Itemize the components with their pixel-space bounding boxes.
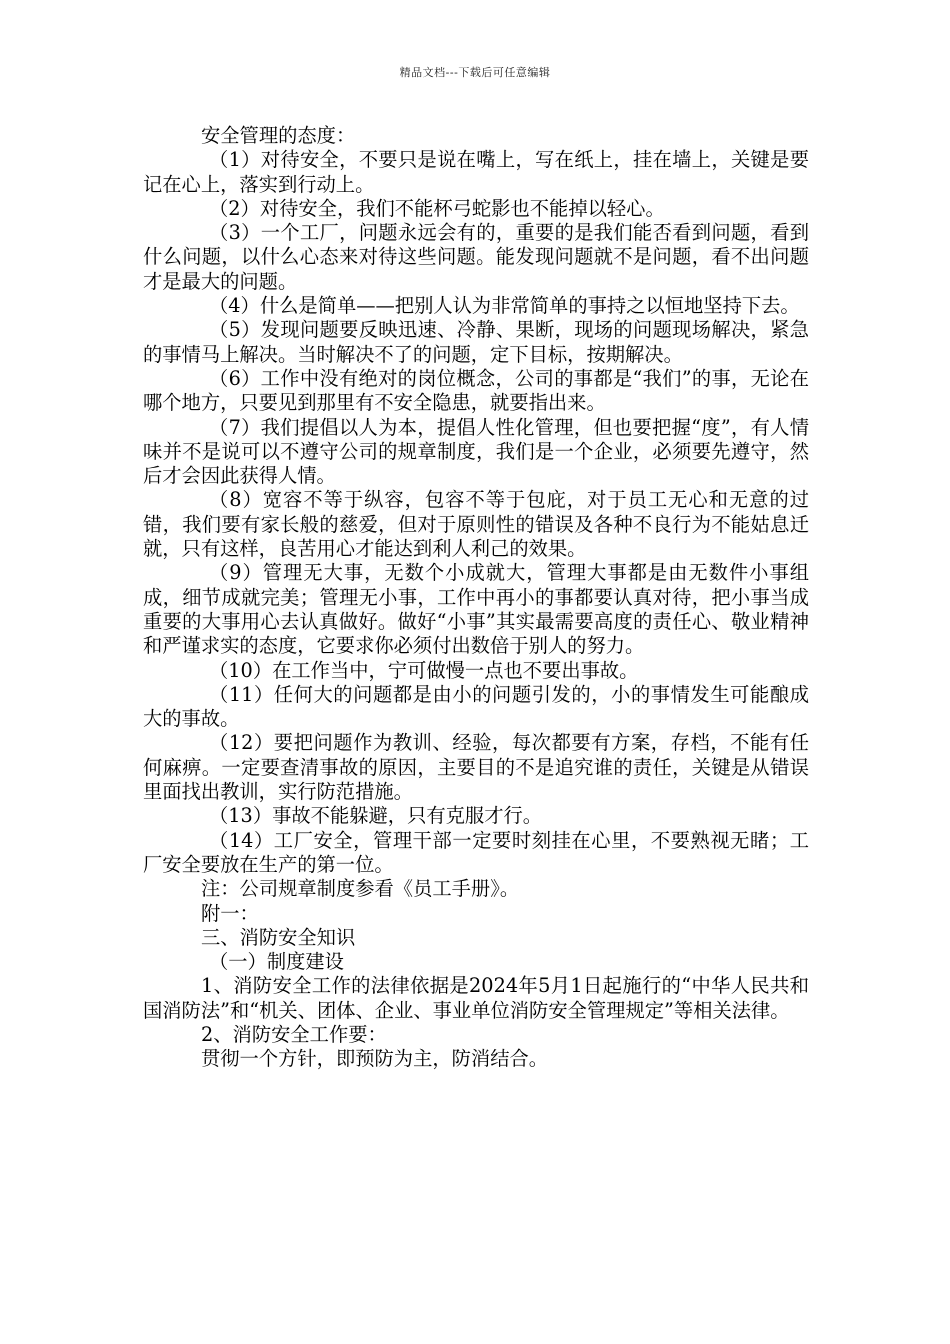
- paragraph: 安全管理的态度：: [201, 124, 356, 147]
- paragraph: （4）什么是简单——把别人认为非常简单的事持之以恒地坚持下去。: [209, 294, 800, 318]
- paragraph: （11）任何大的问题都是由小的问题引发的，小的事情发生可能酿成大的事故。: [143, 682, 809, 731]
- paragraph: 2、消防安全工作要：: [201, 1022, 387, 1046]
- paragraph: （14）工厂安全，管理干部一定要时刻挂在心里，不要熟视无睹；工厂安全要放在生产的第一位。: [143, 828, 809, 876]
- page-header: 精品文档---下载后可任意编辑: [399, 66, 551, 79]
- paragraph: （1）对待安全，不要只是说在嘴上，写在纸上，挂在墙上，关键是要记在心上，落实到行动上。: [143, 148, 809, 196]
- paragraph: 1、消防安全工作的法律依据是2024年5月1日起施行的“中华人民共和国消防法”和“机关、团体、企业、事业单位消防安全管理规定”等相关法律。: [143, 974, 809, 1022]
- paragraph: 贯彻一个方针，即预防为主，防消结合。: [201, 1047, 549, 1071]
- paragraph: 附一：: [201, 901, 259, 925]
- paragraph: （9）管理无大事，无数个小成就大，管理大事都是由无数件小事组成，细节成就完美；管理无小事，工作中再小的事都要认真对待，把小事当成重要的大事用心去认真做好。做好“小事”其实最需要高度的责任心、敬业精神和严谨求实的态度，它要求你必须付出数倍于别人的努力。: [143, 561, 809, 658]
- paragraph: （7）我们提倡以人为本，提倡人性化管理，但也要把握“度”，有人情味并不是说可以不遵守公司的规章制度，我们是一个企业，必须要先遵守，然后才会因此获得人情。: [143, 415, 809, 488]
- paragraph: （13）事故不能躲避，只有克服才行。: [209, 804, 543, 828]
- paragraph: 三、消防安全知识: [201, 925, 356, 949]
- paragraph: （5）发现问题要反映迅速、冷静、果断，现场的问题现场解决，紧急的事情马上解决。当时解决不了的问题，定下目标，按期解决。: [143, 318, 809, 366]
- paragraph: （一）制度建设: [209, 950, 344, 974]
- document-body: [143, 124, 809, 1072]
- paragraph: （3）一个工厂，问题永远会有的，重要的是我们能否看到问题，看到什么问题，以什么心态来对待这些问题。能发现问题就不是问题，看不出问题才是最大的问题。: [143, 221, 809, 293]
- paragraph: （10）在工作当中，宁可做慢一点也不要出事故。: [209, 658, 639, 682]
- paragraph: （6）工作中没有绝对的岗位概念，公司的事都是“我们”的事，无论在哪个地方，只要见到那里有不安全隐患，就要指出来。: [143, 366, 809, 415]
- paragraph: （12）要把问题作为教训、经验，每次都要有方案，存档，不能有任何麻痹。一定要查清事故的原因，主要目的不是追究谁的责任，关键是从错误里面找出教训，实行防范措施。: [143, 731, 809, 804]
- paragraph: （2）对待安全，我们不能杯弓蛇影也不能掉以轻心。: [209, 196, 665, 220]
- paragraph: 注：公司规章制度参看《员工手册》。: [201, 877, 520, 901]
- paragraph: （8）宽容不等于纵容，包容不等于包庇，对于员工无心和无意的过错，我们要有家长般的慈爱，但对于原则性的错误及各种不良行为不能姑息迁就，只有这样，良苦用心才能达到利人利己的效果。: [143, 488, 809, 561]
